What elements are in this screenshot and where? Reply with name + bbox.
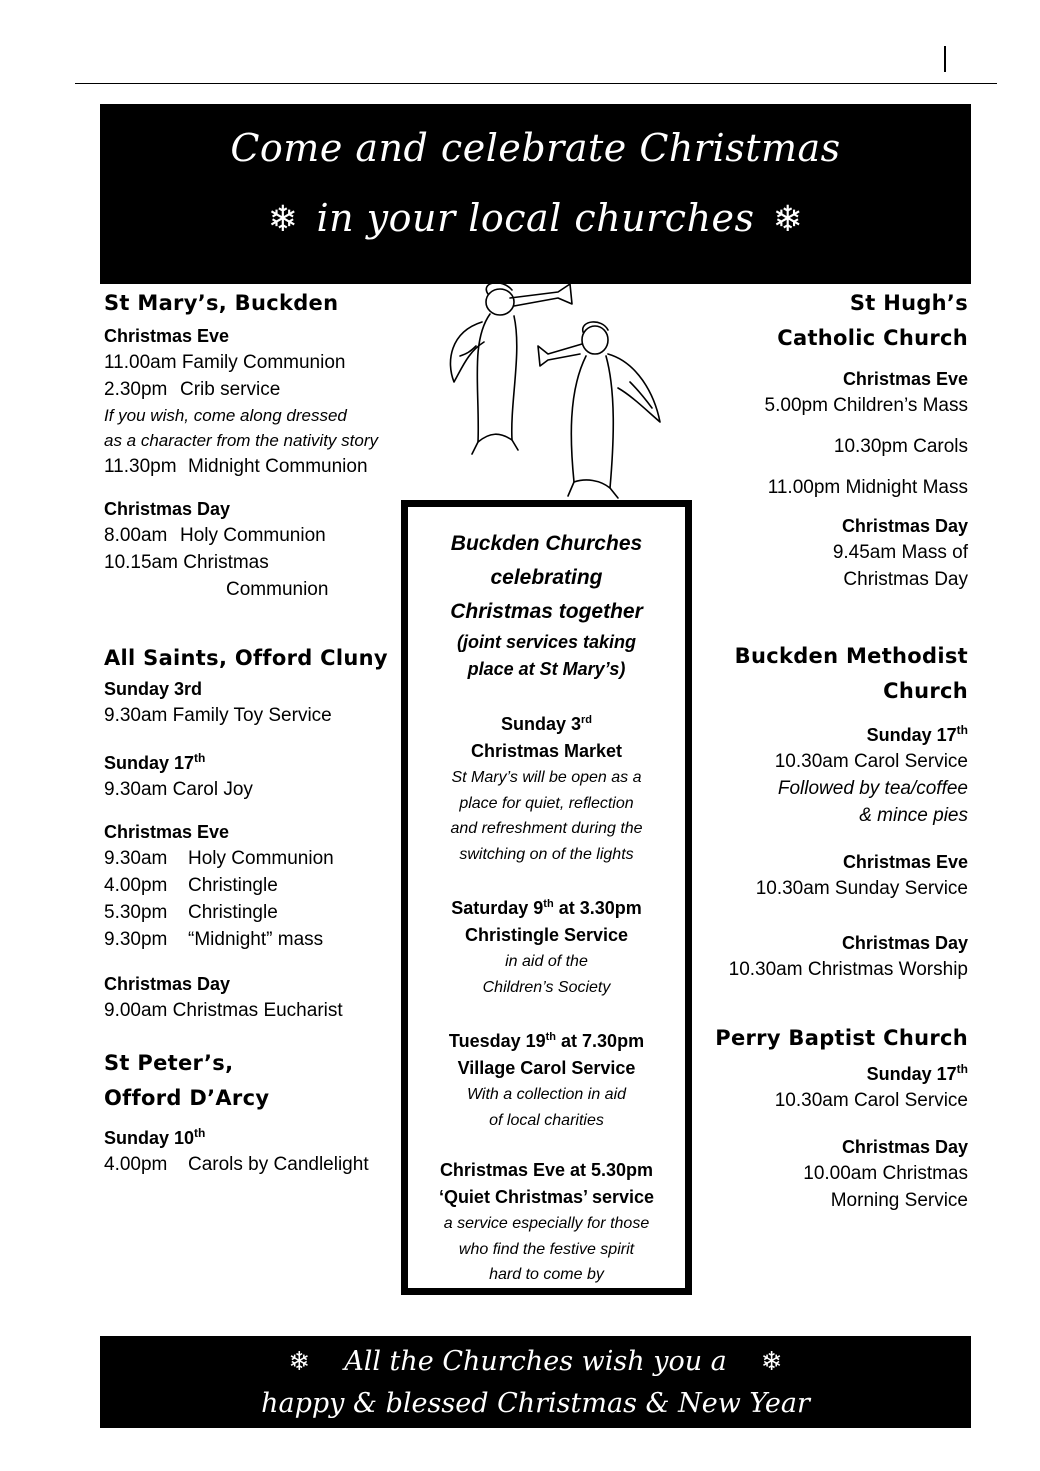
event-title: Christmas Eve at 5.30pm bbox=[439, 1160, 654, 1180]
angels-illustration bbox=[440, 282, 670, 502]
service-label: Carols by Candlelight bbox=[188, 1154, 369, 1175]
church-name-st-peters-line1: St Peter’s, bbox=[104, 1051, 234, 1075]
service-note: as a character from the nativity story bbox=[104, 431, 378, 450]
trumpet-icon bbox=[538, 344, 582, 366]
box-heading: Buckden Churches bbox=[450, 532, 643, 555]
event-date-text: Sunday 3 bbox=[500, 714, 582, 734]
angel-robe bbox=[477, 314, 517, 442]
service-time: 10.15am bbox=[104, 552, 178, 573]
service-line: 9.45am Mass of bbox=[832, 542, 968, 563]
greeting-text: All the Churches wish you a bbox=[344, 1346, 727, 1377]
church-name-st-marys: St Mary’s, Buckden bbox=[104, 291, 339, 315]
ordinal-suffix: th bbox=[543, 898, 554, 910]
box-heading: Christmas together bbox=[450, 600, 643, 623]
service-line: 9.30am Family Toy Service bbox=[104, 705, 332, 726]
spacer bbox=[408, 1133, 685, 1157]
service-label: “Midnight” mass bbox=[188, 929, 324, 950]
banner-title-line2 bbox=[100, 196, 971, 240]
service-line bbox=[104, 899, 434, 926]
greeting-line2: happy & blessed Christmas & New Year bbox=[261, 1388, 810, 1419]
snowflake-icon: ❄ bbox=[267, 199, 299, 240]
ordinal-suffix: th bbox=[194, 751, 206, 765]
joint-services-box bbox=[401, 500, 692, 1295]
box-heading: celebrating bbox=[490, 566, 603, 589]
right-column bbox=[690, 286, 968, 1214]
event-date-text: Tuesday 19 bbox=[448, 1031, 546, 1051]
spacer bbox=[408, 867, 685, 891]
service-line bbox=[104, 1151, 434, 1178]
service-line bbox=[104, 845, 434, 872]
service-label: Midnight Communion bbox=[188, 456, 368, 477]
snowflake-icon: ❄ bbox=[772, 199, 804, 240]
snowflake-icon: ❄ bbox=[288, 1347, 311, 1377]
heading-sunday-10th bbox=[104, 1120, 434, 1151]
ordinal-suffix: th bbox=[194, 1126, 206, 1140]
service-label-cont: Communion bbox=[226, 579, 329, 600]
church-name-st-hughs-line1: St Hugh’s bbox=[849, 291, 968, 315]
event-time-text: at 3.30pm bbox=[553, 898, 642, 918]
service-line bbox=[104, 926, 434, 953]
service-line: 9.00am Christmas Eucharist bbox=[104, 1000, 343, 1021]
spacer bbox=[408, 1000, 685, 1024]
service-note: If you wish, come along dressed bbox=[104, 406, 347, 425]
event-desc: St Mary’s will be open as a bbox=[451, 769, 642, 786]
heading-christmas-day: Christmas Day bbox=[841, 1137, 968, 1157]
event-date bbox=[408, 891, 685, 922]
service-line: 10.30am Carol Service bbox=[774, 751, 968, 772]
service-line bbox=[104, 522, 434, 549]
service-label: Family Communion bbox=[181, 352, 346, 373]
event-desc: place for quiet, reflection bbox=[459, 794, 634, 812]
service-line: Christmas Day bbox=[843, 569, 968, 590]
heading-christmas-day: Christmas Day bbox=[841, 516, 968, 536]
header-rule bbox=[75, 83, 997, 84]
heading-christmas-day: Christmas Day bbox=[104, 974, 231, 994]
service-note: & mince pies bbox=[859, 805, 968, 826]
service-note: Followed by tea/coffee bbox=[777, 778, 968, 799]
event-title: Christingle Service bbox=[464, 925, 629, 945]
church-name-methodist-line1: Buckden Methodist bbox=[734, 644, 968, 668]
event-date bbox=[408, 1024, 685, 1055]
event-desc: hard to come by bbox=[489, 1266, 604, 1283]
service-line bbox=[104, 349, 434, 376]
heading-text: Sunday 17 bbox=[866, 725, 957, 745]
service-line: 10.30pm Carols bbox=[833, 436, 968, 457]
heading-sunday-17th bbox=[690, 717, 968, 748]
heading-text: Sunday 17 bbox=[866, 1064, 957, 1084]
event-date bbox=[408, 707, 685, 738]
service-label: Holy Communion bbox=[188, 848, 334, 869]
service-time: 9.30pm bbox=[104, 929, 168, 950]
service-label: Christingle bbox=[188, 902, 278, 923]
event-date-text: Saturday 9 bbox=[451, 898, 544, 918]
service-line: 10.30am Sunday Service bbox=[755, 878, 968, 899]
angel-wing-detail bbox=[630, 382, 652, 408]
service-time: 11.00am bbox=[104, 352, 177, 373]
service-time: 11.30pm bbox=[104, 456, 177, 477]
event-title: Village Carol Service bbox=[457, 1058, 636, 1078]
heading-christmas-day: Christmas Day bbox=[104, 499, 231, 519]
service-label: Christmas bbox=[183, 552, 269, 573]
heading-sunday-3rd: Sunday 3rd bbox=[104, 679, 203, 699]
service-line: 10.00am Christmas bbox=[803, 1163, 968, 1184]
heading-christmas-eve: Christmas Eve bbox=[104, 822, 230, 842]
event-desc: Children’s Society bbox=[482, 978, 611, 996]
event-desc: in aid of the bbox=[505, 953, 588, 970]
church-name-perry-baptist: Perry Baptist Church bbox=[715, 1026, 968, 1050]
service-line: 10.30am Carol Service bbox=[774, 1090, 968, 1111]
service-time: 9.30am bbox=[104, 848, 168, 869]
heading-christmas-eve: Christmas Eve bbox=[104, 326, 230, 346]
church-name-all-saints: All Saints, Offord Cluny bbox=[104, 646, 388, 670]
box-subheading: (joint services taking bbox=[456, 632, 637, 652]
service-line: 9.30am Carol Joy bbox=[104, 779, 253, 800]
ordinal-suffix: th bbox=[545, 1031, 557, 1043]
left-column bbox=[104, 286, 434, 1178]
service-line: 10.30am Christmas Worship bbox=[728, 959, 968, 980]
event-desc: a service especially for those bbox=[443, 1215, 650, 1232]
heading-christmas-eve: Christmas Eve bbox=[842, 852, 968, 872]
bottom-banner bbox=[100, 1336, 971, 1428]
service-time: 4.00pm bbox=[104, 1154, 168, 1175]
heading-text: Sunday 17 bbox=[104, 753, 195, 773]
ordinal-suffix: th bbox=[956, 723, 968, 737]
event-desc: who find the festive spirit bbox=[458, 1240, 635, 1258]
service-line: Morning Service bbox=[830, 1190, 968, 1211]
service-label: Crib service bbox=[180, 379, 281, 400]
banner-title-line1: Come and celebrate Christmas bbox=[230, 126, 841, 170]
event-time-text: at 7.30pm bbox=[556, 1031, 645, 1051]
angel-wing bbox=[608, 354, 660, 422]
service-line bbox=[104, 453, 434, 480]
event-subtitle: ‘Quiet Christmas’ service bbox=[438, 1187, 655, 1207]
service-line bbox=[104, 549, 434, 576]
service-label: Holy Communion bbox=[180, 525, 326, 546]
service-line: 11.00pm Midnight Mass bbox=[767, 477, 968, 498]
box-subheading: place at St Mary’s) bbox=[467, 659, 626, 679]
service-time: 8.00am bbox=[104, 525, 168, 546]
angel-head bbox=[486, 289, 514, 315]
heading-sunday-17th bbox=[690, 1056, 968, 1087]
heading-christmas-eve: Christmas Eve bbox=[842, 369, 968, 389]
page-marker bbox=[944, 46, 946, 72]
service-time: 2.30pm bbox=[104, 379, 168, 400]
service-line: 5.00pm Children’s Mass bbox=[764, 395, 968, 416]
spacer bbox=[408, 683, 685, 707]
heading-sunday-17th bbox=[104, 745, 434, 776]
service-time: 4.00pm bbox=[104, 875, 168, 896]
event-desc: of local charities bbox=[489, 1111, 604, 1129]
top-banner bbox=[100, 104, 971, 284]
event-title: Christmas Market bbox=[470, 741, 623, 761]
ordinal-suffix: th bbox=[956, 1062, 968, 1076]
service-label: Christingle bbox=[188, 875, 278, 896]
snowflake-icon: ❄ bbox=[760, 1347, 783, 1377]
event-desc: switching on of the lights bbox=[459, 845, 634, 863]
heading-text: Sunday 10 bbox=[104, 1128, 195, 1148]
angel-robe bbox=[571, 356, 613, 488]
church-name-st-hughs-line2: Catholic Church bbox=[777, 326, 968, 350]
church-name-st-peters-line2: Offord D’Arcy bbox=[104, 1086, 270, 1110]
angel-head bbox=[582, 326, 608, 354]
heading-christmas-day: Christmas Day bbox=[841, 933, 968, 953]
service-time: 5.30pm bbox=[104, 902, 168, 923]
event-desc: and refreshment during the bbox=[450, 820, 643, 837]
service-line bbox=[104, 872, 434, 899]
banner-title-text: in your local churches bbox=[316, 196, 755, 240]
church-name-methodist-line2: Church bbox=[883, 679, 968, 703]
trumpet-icon bbox=[510, 284, 572, 306]
greeting-line1 bbox=[100, 1346, 971, 1377]
ordinal-suffix: rd bbox=[581, 714, 593, 726]
service-line bbox=[104, 376, 434, 403]
event-desc: With a collection in aid bbox=[466, 1086, 627, 1103]
